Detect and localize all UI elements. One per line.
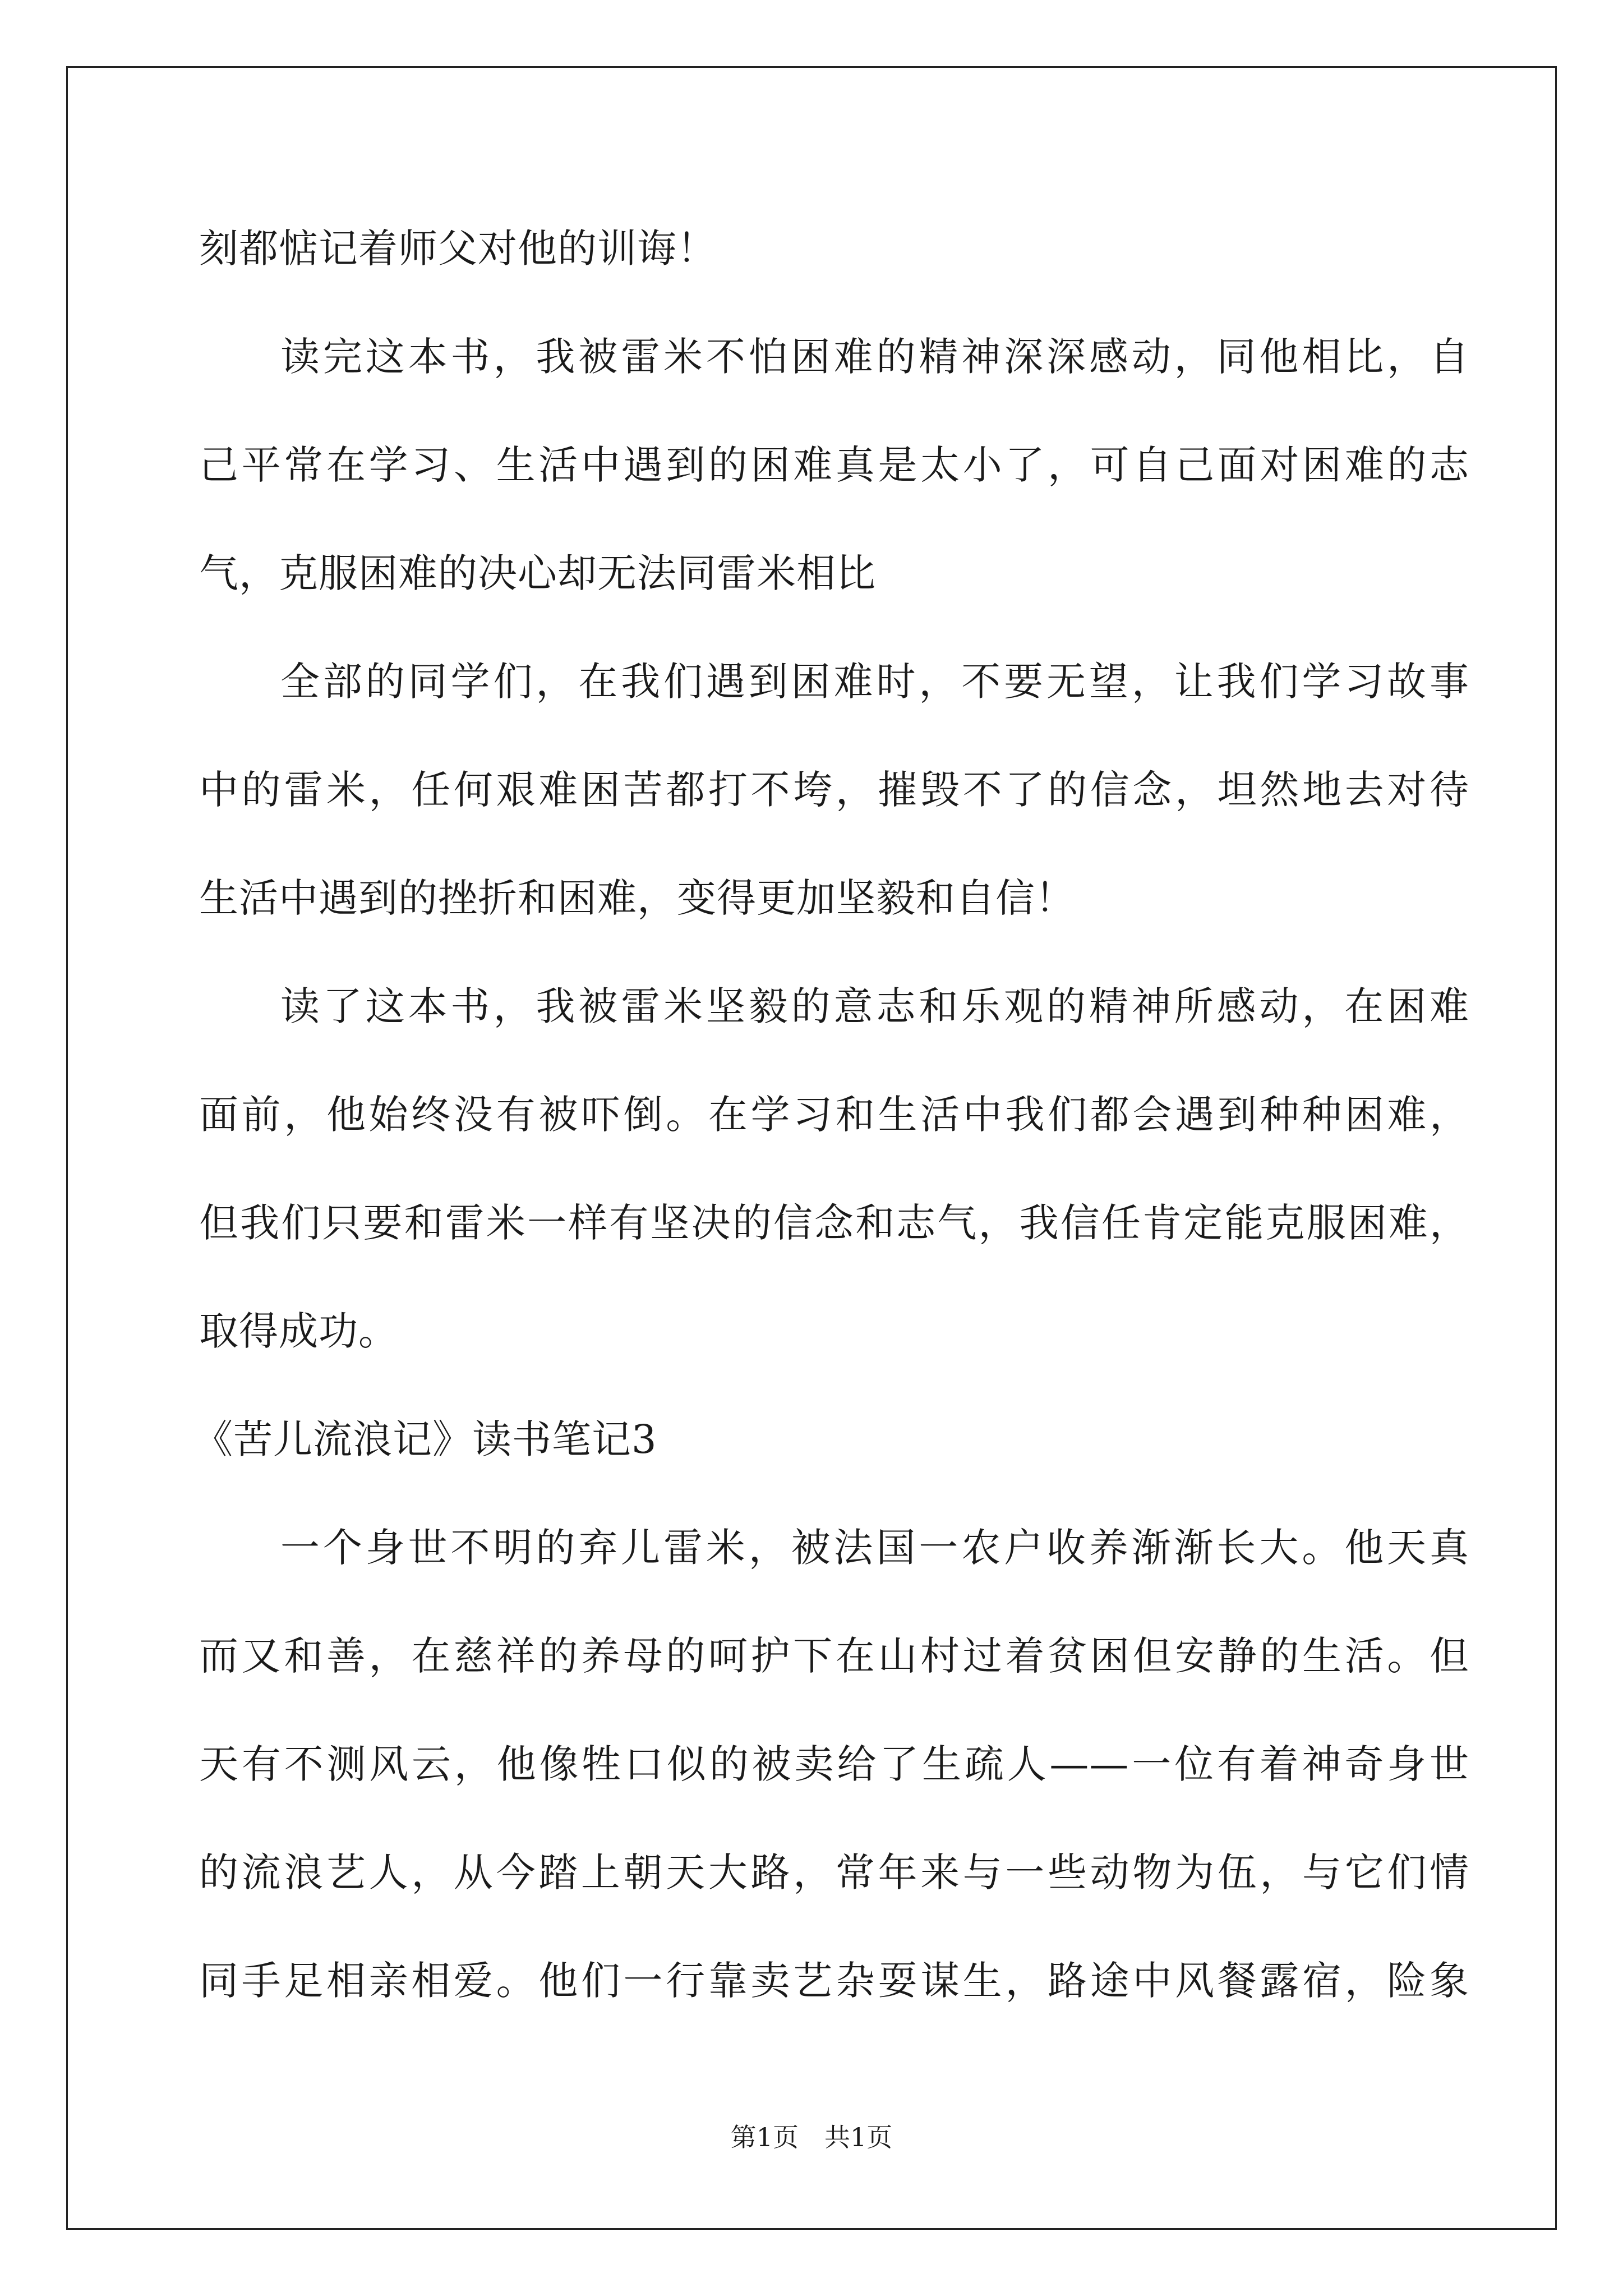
text-line: 面前，他始终没有被吓倒。在学习和生活中我们都会遇到种种困难， bbox=[199, 1092, 1469, 1138]
text-line: 但我们只要和雷米一样有坚决的信念和志气，我信任肯定能克服困难， bbox=[199, 1200, 1469, 1246]
text-line: 天有不测风云，他像牲口似的被卖给了生疏人——一位有着神奇身世 bbox=[199, 1741, 1469, 1787]
page-footer: 第1页 共1页 bbox=[730, 2122, 893, 2152]
text-line: 刻都惦记着师父对他的训诲！ bbox=[199, 226, 717, 272]
text-line: 取得成功。 bbox=[199, 1308, 398, 1354]
text-line: 读完这本书，我被雷米不怕困难的精神深深感动，同他相比，自 bbox=[280, 334, 1469, 380]
text-line: 气，克服困难的决心却无法同雷米相比 bbox=[199, 550, 876, 596]
text-line: 中的雷米，任何艰难困苦都打不垮，摧毁不了的信念，坦然地去对待 bbox=[199, 767, 1469, 813]
text-line: 的流浪艺人，从今踏上朝天大路，常年来与一些动物为伍，与它们情 bbox=[199, 1849, 1469, 1895]
text-line: 全部的同学们，在我们遇到困难时，不要无望，让我们学习故事 bbox=[280, 659, 1469, 705]
text-line: 一个身世不明的弃儿雷米，被法国一农户收养渐渐长大。他天真 bbox=[280, 1525, 1469, 1571]
text-line: 己平常在学习、生活中遇到的困难真是太小了，可自己面对困难的志 bbox=[199, 442, 1469, 488]
section-heading: 《苦儿流浪记》读书笔记3 bbox=[193, 1416, 657, 1462]
text-line: 同手足相亲相爱。他们一行靠卖艺杂耍谋生，路途中风餐露宿，险象 bbox=[199, 1958, 1469, 2004]
text-line: 生活中遇到的挫折和困难，变得更加坚毅和自信！ bbox=[199, 875, 1075, 921]
text-line: 读了这本书，我被雷米坚毅的意志和乐观的精神所感动，在困难 bbox=[280, 983, 1469, 1029]
text-line: 而又和善，在慈祥的养母的呵护下在山村过着贫困但安静的生活。但 bbox=[199, 1633, 1469, 1679]
